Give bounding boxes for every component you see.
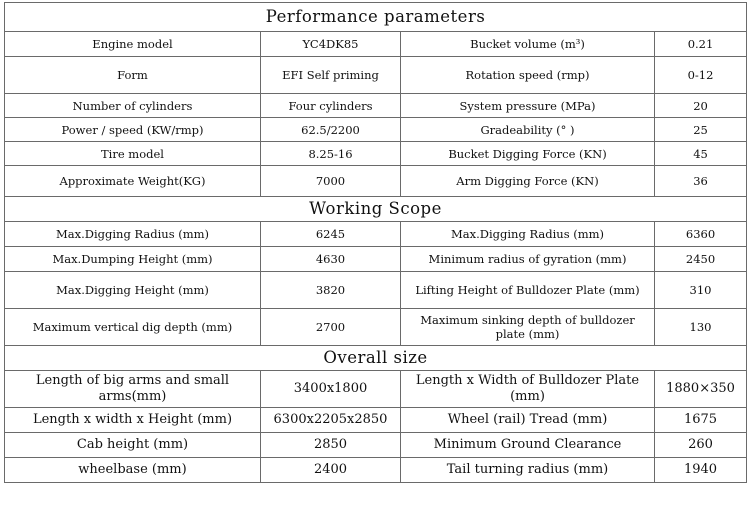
param-value: 45 (655, 142, 747, 166)
param-value: 1880×350 (655, 371, 747, 408)
param-value: 6300x2205x2850 (261, 408, 401, 433)
section-header-row (5, 197, 747, 222)
param-value: 0.21 (655, 32, 747, 57)
param-value: 6360 (655, 222, 747, 247)
param-value: 130 (655, 309, 747, 346)
param-label: Wheel (rail) Tread (mm) (401, 408, 655, 433)
table-row (5, 433, 747, 458)
param-value: 2400 (261, 458, 401, 483)
table-row (5, 222, 747, 247)
param-label: Arm Digging Force (KN) (401, 166, 655, 197)
param-label: Minimum Ground Clearance (401, 433, 655, 458)
param-label: Power / speed (KW/rmp) (5, 118, 261, 142)
param-value: 2450 (655, 247, 747, 272)
param-value: 7000 (261, 166, 401, 197)
param-label: Lifting Height of Bulldozer Plate (mm) (401, 272, 655, 309)
table-row (5, 57, 747, 94)
param-label: Length of big arms and small arms(mm) (5, 371, 261, 408)
table-row (5, 118, 747, 142)
param-value: 260 (655, 433, 747, 458)
param-label: Maximum vertical dig depth (mm) (5, 309, 261, 346)
table-row (5, 94, 747, 118)
param-label: Engine model (5, 32, 261, 57)
table-row (5, 371, 747, 408)
param-value: 36 (655, 166, 747, 197)
param-value: 1675 (655, 408, 747, 433)
param-value: 2850 (261, 433, 401, 458)
section-header-row (5, 346, 747, 371)
param-label: Bucket Digging Force (KN) (401, 142, 655, 166)
param-value: 6245 (261, 222, 401, 247)
table-row (5, 32, 747, 57)
param-label: System pressure (MPa) (401, 94, 655, 118)
table-row (5, 166, 747, 197)
param-value: 4630 (261, 247, 401, 272)
param-value: Four cylinders (261, 94, 401, 118)
table-row (5, 272, 747, 309)
param-value: 0-12 (655, 57, 747, 94)
param-value: 3820 (261, 272, 401, 309)
table-row (5, 408, 747, 433)
param-label: Max.Digging Height (mm) (5, 272, 261, 309)
param-value: 8.25-16 (261, 142, 401, 166)
param-label: Max.Dumping Height (mm) (5, 247, 261, 272)
param-label: Tail turning radius (mm) (401, 458, 655, 483)
param-label: Cab height (mm) (5, 433, 261, 458)
param-label: Tire model (5, 142, 261, 166)
param-value: 1940 (655, 458, 747, 483)
param-label: Approximate Weight(KG) (5, 166, 261, 197)
param-value: 310 (655, 272, 747, 309)
param-value: 20 (655, 94, 747, 118)
param-label: Form (5, 57, 261, 94)
specification-table (4, 2, 747, 483)
param-value: 3400x1800 (261, 371, 401, 408)
param-label: Maximum sinking depth of bulldozer plate (mm) (401, 309, 655, 346)
spec-sheet (4, 2, 747, 483)
section-header-row (5, 3, 747, 32)
table-row (5, 142, 747, 166)
param-label: Number of cylinders (5, 94, 261, 118)
param-label: Length x width x Height (mm) (5, 408, 261, 433)
section-title-performance: Performance parameters (5, 3, 747, 32)
table-row (5, 309, 747, 346)
section-title-working: Working Scope (5, 197, 747, 222)
param-label: Minimum radius of gyration (mm) (401, 247, 655, 272)
section-title-overall: Overall size (5, 346, 747, 371)
param-value: EFI Self priming (261, 57, 401, 94)
param-label: wheelbase (mm) (5, 458, 261, 483)
param-label: Gradeability (° ) (401, 118, 655, 142)
param-label: Rotation speed (rmp) (401, 57, 655, 94)
param-value: YC4DK85 (261, 32, 401, 57)
param-label: Bucket volume (m³) (401, 32, 655, 57)
param-label: Max.Digging Radius (mm) (5, 222, 261, 247)
table-row (5, 458, 747, 483)
param-value: 62.5/2200 (261, 118, 401, 142)
param-label: Length x Width of Bulldozer Plate (mm) (401, 371, 655, 408)
table-row (5, 247, 747, 272)
param-value: 25 (655, 118, 747, 142)
param-value: 2700 (261, 309, 401, 346)
param-label: Max.Digging Radius (mm) (401, 222, 655, 247)
